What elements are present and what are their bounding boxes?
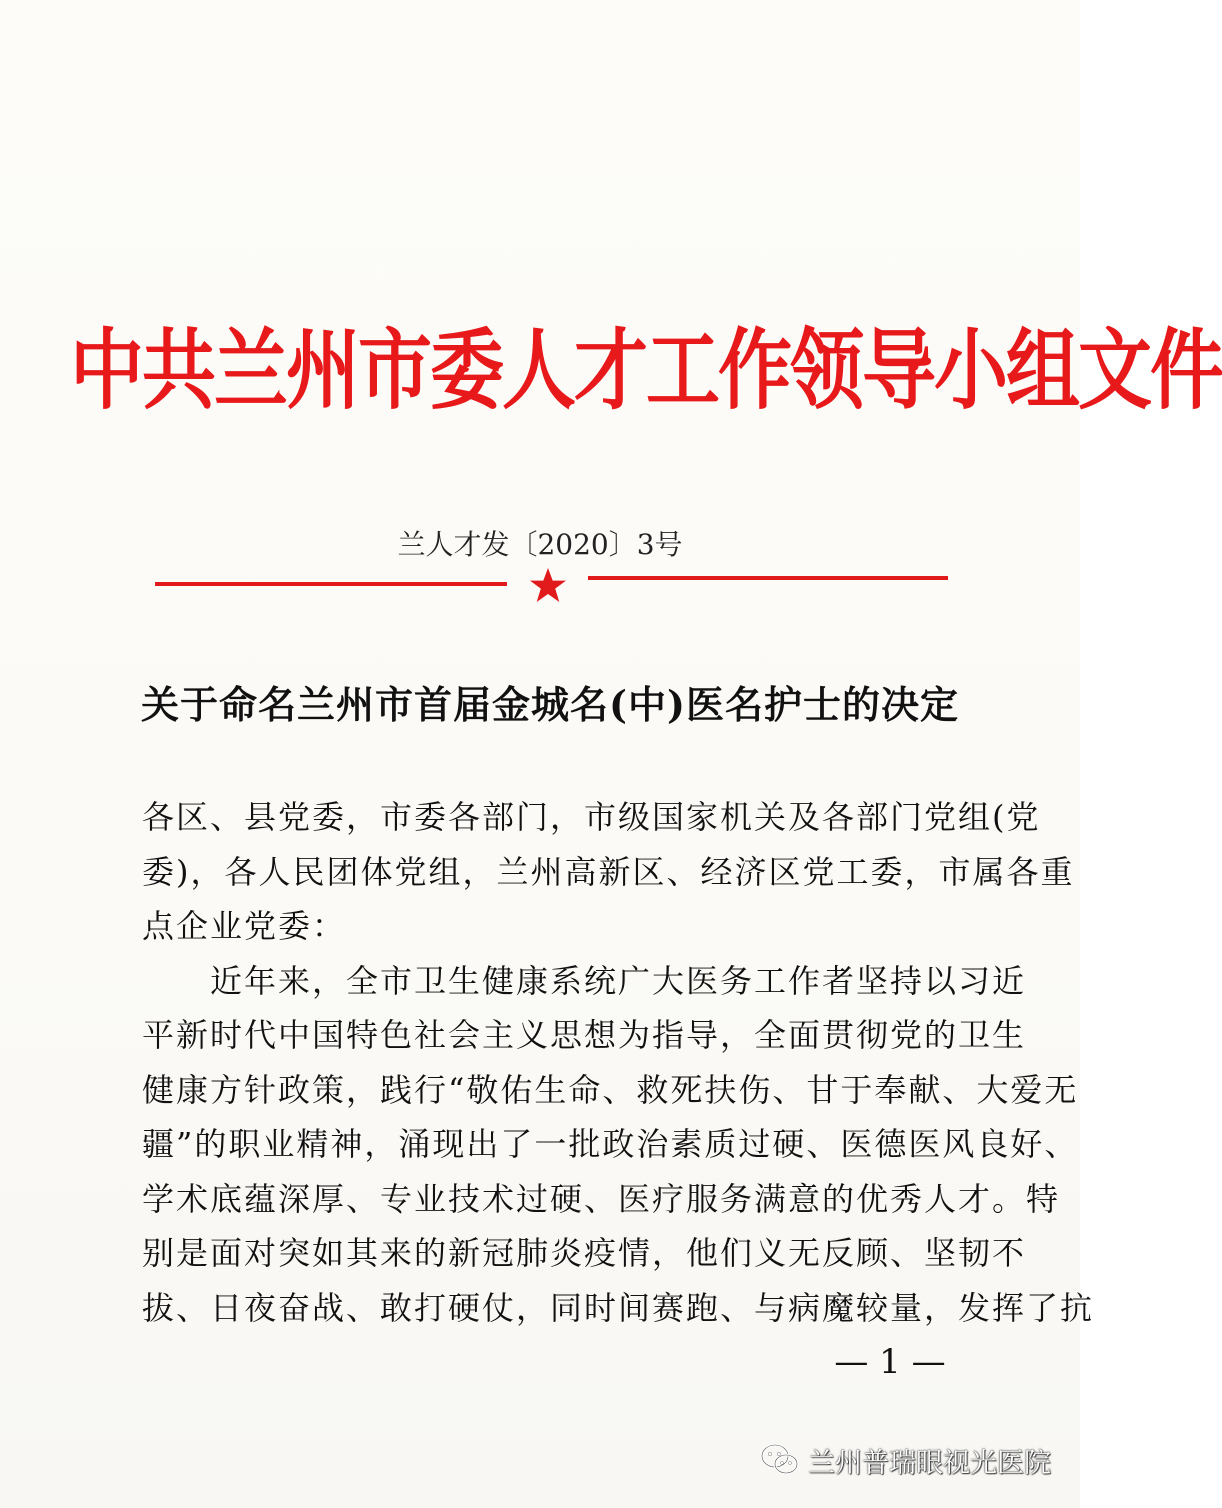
wechat-icon [760,1443,800,1477]
body-line: 别是面对突如其来的新冠肺炎疫情，他们义无反顾、坚韧不 [142,1234,1027,1272]
body-line: 点企业党委： [142,907,347,945]
document-number: 兰人才发〔2020〕3号 [397,528,683,561]
body-line: 学术底蕴深厚、专业技术过硬、医疗服务满意的优秀人才。特 [142,1179,1061,1218]
body-line: 各区、县党委，市委各部门，市级国家机关及各部门党组(党 [142,798,1041,836]
notice-title: 关于命名兰州市首届金城名(中)医名护士的决定 [141,682,959,727]
watermark [760,1437,1051,1483]
red-divider-left [155,582,507,586]
body-line: 平新时代中国特色社会主义思想为指导，全面贯彻党的卫生 [142,1016,1027,1054]
red-star-icon [528,566,568,606]
body-line: 疆”的职业精神，涌现出了一批政治素质过硬、医德医风良好、 [142,1125,1079,1163]
watermark-text: 兰州普瑞眼视光医院 [808,1447,1051,1479]
body-line: 健康方针政策，践行“敬佑生命、救死扶伤、甘于奉献、大爱无 [142,1070,1079,1109]
body-line: 拔、日夜奋战、敢打硬仗，同时间赛跑、与病魔较量，发挥了抗 [142,1288,1095,1327]
body-text [142,790,1095,1335]
body-line: 近年来，全市卫生健康系统广大医务工作者坚持以习近 [142,961,1027,1000]
page-number: — 1 — [834,1342,946,1382]
red-divider-right [588,576,948,580]
body-line: 委)，各人民团体党组，兰州高新区、经济区党工委，市属各重 [142,852,1075,891]
document-header-title: 中共兰州市委人才工作领导小组文件 [70,320,1222,422]
